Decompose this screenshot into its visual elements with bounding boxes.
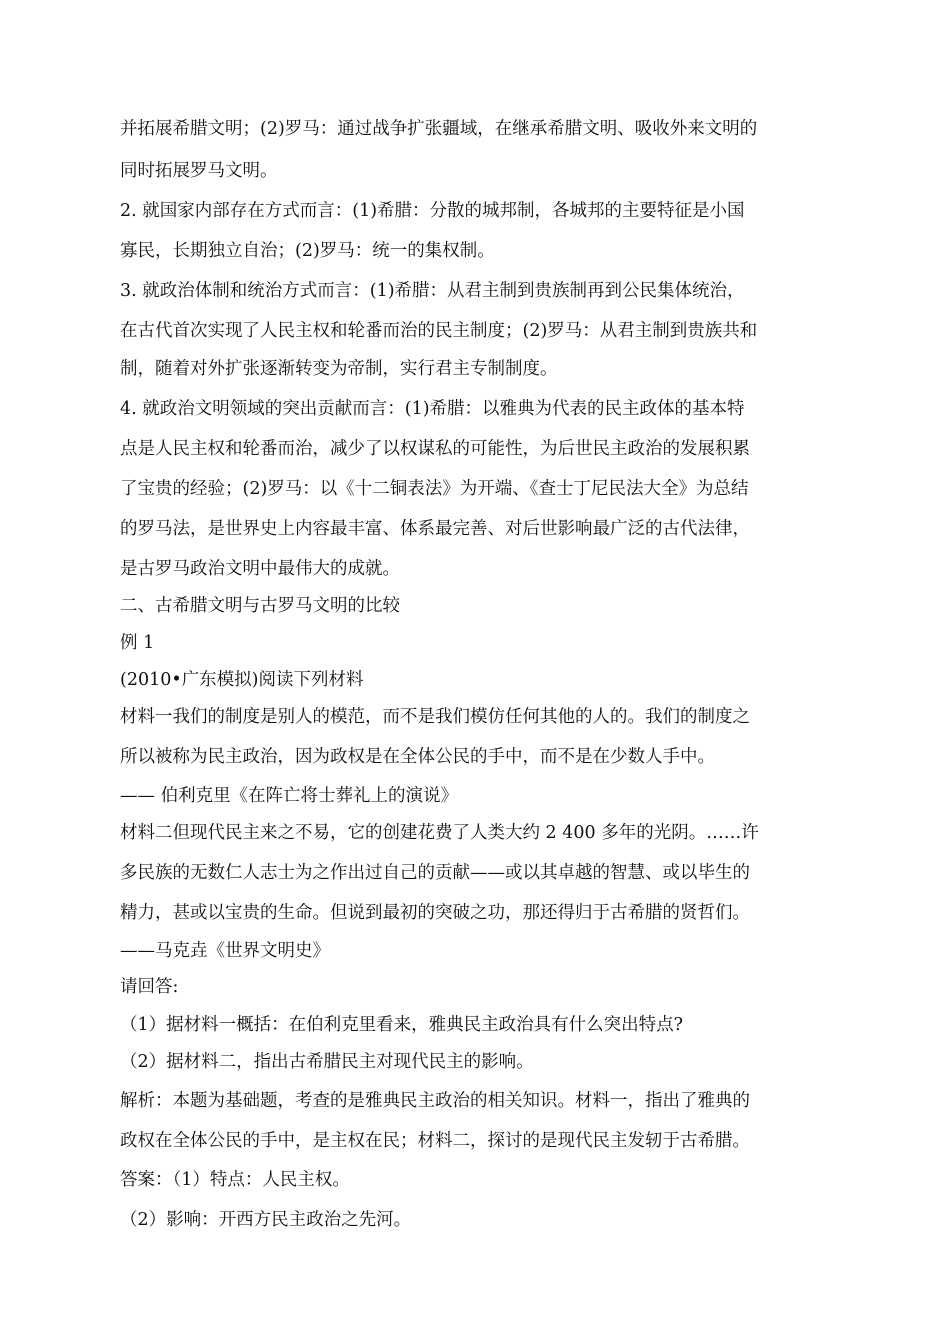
citation: ——马克垚《世界文明史》	[120, 941, 330, 961]
section-heading: 二、古希腊文明与古罗马文明的比较	[120, 596, 400, 616]
text-line: 并拓展希腊文明；(2)罗马：通过战争扩张疆域，在继承希腊文明、吸收外来文明的	[120, 119, 758, 139]
text-line: 了宝贵的经验；(2)罗马：以《十二铜表法》为开端、《查士丁尼民法大全》为总结	[120, 479, 749, 499]
question-item: （1）据材料一概括：在伯利克里看来，雅典民主政治具有什么突出特点?	[120, 1015, 684, 1035]
answer-line: 答案：（1）特点：人民主权。	[120, 1170, 350, 1190]
text-line: 精力，甚或以宝贵的生命。但说到最初的突破之功，那还得归于古希腊的贤哲们。	[120, 903, 750, 923]
citation: —— 伯利克里《在阵亡将士葬礼上的演说》	[120, 786, 459, 806]
example-label: 例 1	[120, 633, 155, 653]
text-line: 政权在全体公民的手中，是主权在民；材料二，探讨的是现代民主发轫于古希腊。	[120, 1131, 750, 1151]
text-line: 在古代首次实现了人民主权和轮番而治的民主制度；(2)罗马：从君主制到贵族共和	[120, 321, 758, 341]
text-line: 3. 就政治体制和统治方式而言：(1)希腊：从君主制到贵族制再到公民集体统治，	[120, 281, 745, 301]
text-line: 多民族的无数仁人志士为之作出过自己的贡献——或以其卓越的智慧、或以毕生的	[120, 863, 750, 883]
text-line: 解析：本题为基础题，考查的是雅典民主政治的相关知识。材料一，指出了雅典的	[120, 1091, 750, 1111]
text-line: 是古罗马政治文明中最伟大的成就。	[120, 559, 400, 579]
text-line: 所以被称为民主政治，因为政权是在全体公民的手中，而不是在少数人手中。	[120, 747, 715, 767]
text-line: 请回答:	[120, 977, 179, 997]
text-line: 4. 就政治文明领域的突出贡献而言：(1)希腊：以雅典为代表的民主政体的基本特	[120, 399, 745, 419]
text-line: 2. 就国家内部存在方式而言：(1)希腊：分散的城邦制，各城邦的主要特征是小国	[120, 201, 745, 221]
text-line: 寡民，长期独立自治；(2)罗马：统一的集权制。	[120, 241, 495, 261]
text-line: (2010•广东模拟)阅读下列材料	[120, 670, 364, 690]
text-line: 的罗马法，是世界史上内容最丰富、体系最完善、对后世影响最广泛的古代法律，	[120, 519, 750, 539]
text-line: 材料一我们的制度是别人的模范，而不是我们模仿任何其他的人的。我们的制度之	[120, 707, 750, 727]
text-line: 制，随着对外扩张逐渐转变为帝制，实行君主专制制度。	[120, 359, 558, 379]
question-item: （2）据材料二，指出古希腊民主对现代民主的影响。	[120, 1052, 534, 1072]
text-line: 同时拓展罗马文明。	[120, 161, 278, 181]
text-line: 点是人民主权和轮番而治，减少了以权谋私的可能性，为后世民主政治的发展积累	[120, 439, 750, 459]
answer-line: （2）影响：开西方民主政治之先河。	[120, 1210, 412, 1230]
text-line: 材料二但现代民主来之不易，它的创建花费了人类大约 2 400 多年的光阴。……许	[120, 823, 759, 843]
